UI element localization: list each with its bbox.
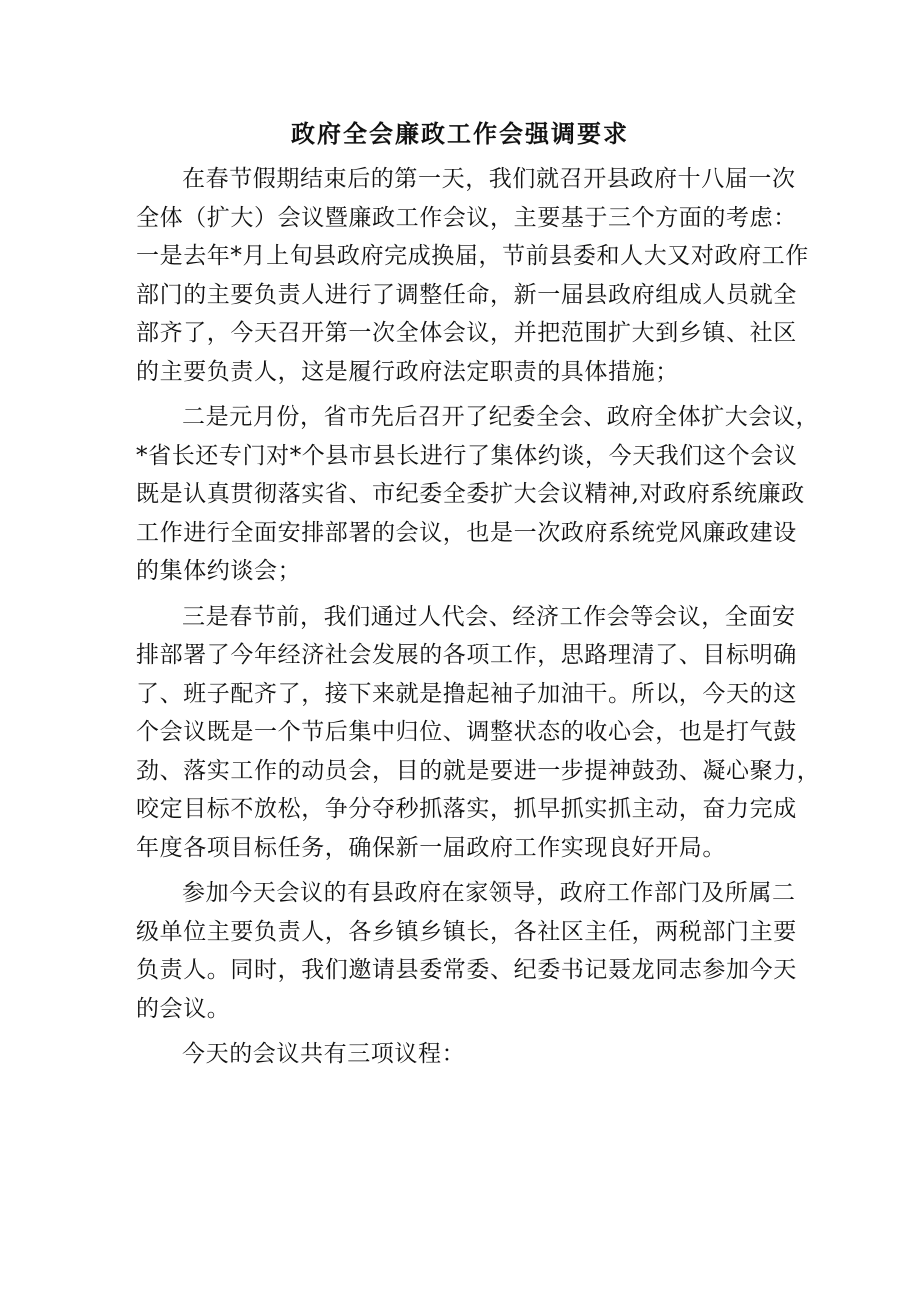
document-title: 政府全会廉政工作会强调要求 bbox=[291, 119, 629, 148]
paragraph-2-line-5: 的集体约谈会； bbox=[136, 558, 302, 584]
paragraph-4-line-2: 级单位主要负责人，各乡镇乡镇长，各社区主任，两税部门主要 bbox=[136, 918, 797, 945]
paragraph-1-line-1: 在春节假期结束后的第一天，我们就召开县政府十八届一次 bbox=[182, 166, 796, 192]
paragraph-3-line-2: 排部署了今年经济社会发展的各项工作，思路理清了、目标明确 bbox=[136, 642, 797, 668]
paragraph-2 bbox=[136, 398, 820, 591]
paragraph-4-line-1: 参加今天会议的有县政府在家领导，政府工作部门及所属二 bbox=[182, 880, 796, 906]
paragraph-1-line-4: 部门的主要负责人进行了调整任命，新一届县政府组成人员就全 bbox=[136, 281, 797, 308]
paragraph-3-line-5: 劲、落实工作的动员会，目的就是要进一步提神鼓劲、凝心聚力， bbox=[136, 757, 821, 784]
paragraph-3-line-4: 个会议既是一个节后集中归位、调整状态的收心会，也是打气鼓 bbox=[136, 719, 797, 745]
paragraph-1-line-6: 的主要负责人，这是履行政府法定职责的具体措施； bbox=[136, 358, 679, 385]
paragraph-2-line-4: 工作进行全面安排部署的会议，也是一次政府系统党风廉政建设 bbox=[136, 519, 797, 546]
paragraph-4-line-4: 的会议。 bbox=[136, 995, 231, 1022]
paragraph-3-line-3: 了、班子配齐了，接下来就是撸起袖子加油干。所以，今天的这 bbox=[136, 680, 797, 707]
paragraph-4 bbox=[136, 874, 796, 1028]
paragraph-3-line-6: 咬定目标不放松，争分夺秒抓落实，抓早抓实抓主动，奋力完成 bbox=[136, 796, 797, 822]
paragraph-4-line-3: 负责人。同时，我们邀请县委常委、纪委书记聂龙同志参加今天 bbox=[136, 957, 797, 983]
paragraph-5 bbox=[136, 1035, 796, 1074]
paragraph-5-line-1: 今天的会议共有三项议程： bbox=[182, 1041, 466, 1067]
paragraph-2-line-3: 既是认真贯彻落实省、市纪委全委扩大会议精神,对政府系统廉政 bbox=[136, 481, 805, 507]
paragraph-1-line-5: 部齐了，今天召开第一次全体会议，并把范围扩大到乡镇、社区 bbox=[136, 320, 797, 346]
paragraph-1 bbox=[136, 160, 809, 391]
paragraph-1-line-2: 全体（扩大）会议暨廉政工作会议，主要基于三个方面的考虑： bbox=[136, 204, 797, 231]
document-body bbox=[136, 160, 821, 1074]
paragraph-2-line-1: 二是元月份，省市先后召开了纪委全会、政府全体扩大会议， bbox=[182, 404, 820, 430]
paragraph-3-line-7: 年度各项目标任务，确保新一届政府工作实现良好开局。 bbox=[136, 834, 726, 861]
paragraph-3-line-1: 三是春节前，我们通过人代会、经济工作会等会议，全面安 bbox=[182, 603, 796, 630]
paragraph-2-line-2: *省长还专门对*个县市县长进行了集体约谈，今天我们这个会议 bbox=[136, 442, 798, 469]
paragraph-1-line-3: 一是去年*月上旬县政府完成换届，节前县委和人大又对政府工作 bbox=[136, 243, 809, 269]
paragraph-3 bbox=[136, 598, 821, 868]
